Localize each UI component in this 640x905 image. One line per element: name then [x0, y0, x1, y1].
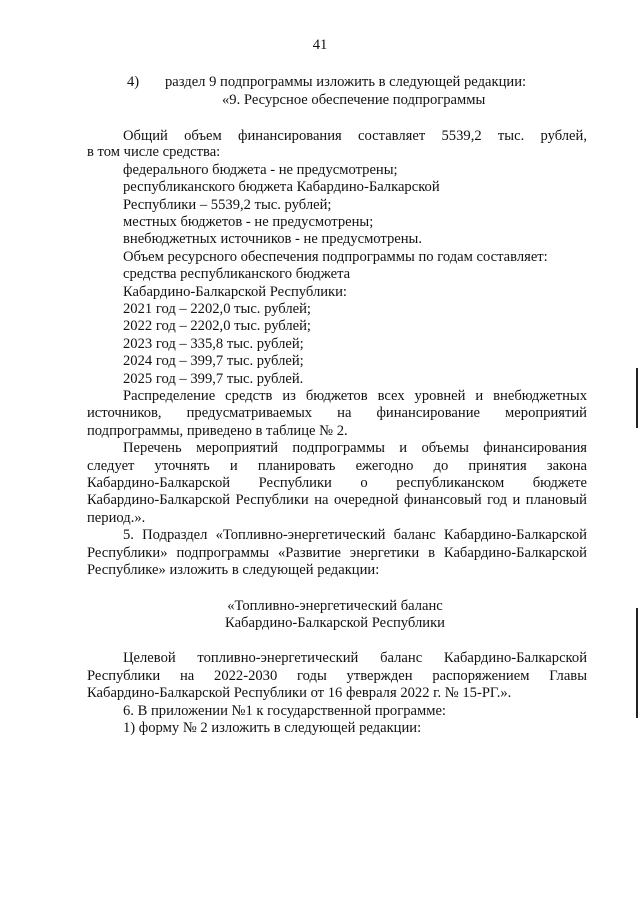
- paragraph-line: Республики» подпрограммы «Развитие энергетики в Кабардино-Балкарской: [87, 545, 587, 561]
- subsection-heading: «Топливно-энергетический баланс: [227, 598, 443, 614]
- year-line: 2024 год – 399,7 тыс. рублей;: [123, 353, 304, 369]
- paragraph-line: Кабардино-Балкарской Республики:: [123, 284, 347, 300]
- paragraph-line: Республике» изложить в следующей редакции:: [87, 562, 380, 578]
- year-line: 2021 год – 2202,0 тыс. рублей;: [123, 301, 311, 317]
- paragraph-line: 5. Подраздел «Топливно-энергетический баланс Кабардино-Балкарской: [123, 527, 587, 543]
- paragraph-line: подпрограммы, приведено в таблице № 2.: [87, 423, 348, 439]
- year-line: 2023 год – 335,8 тыс. рублей;: [123, 336, 304, 352]
- paragraph-line: Объем ресурсного обеспечения подпрограммы по годам составляет:: [123, 249, 548, 265]
- paragraph-line: период.».: [87, 510, 146, 526]
- year-line: 2022 год – 2202,0 тыс. рублей;: [123, 318, 311, 334]
- year-line: 2025 год – 399,7 тыс. рублей.: [123, 371, 304, 387]
- paragraph-line: внебюджетных источников - не предусмотрены.: [123, 231, 422, 247]
- paragraph-line: Республики – 5539,2 тыс. рублей;: [123, 197, 332, 213]
- paragraph-line: 6. В приложении №1 к государственной программе:: [123, 703, 446, 719]
- paragraph-line: Распределение средств из бюджетов всех уровней и внебюджетных: [123, 388, 587, 404]
- section-title: «9. Ресурсное обеспечение подпрограммы: [222, 92, 486, 108]
- paragraph-line: Перечень мероприятий подпрограммы и объемы финансирования: [123, 440, 587, 456]
- paragraph-line: Общий объем финансирования составляет 5539,2 тыс. рублей,: [123, 128, 587, 144]
- paragraph-line: Кабардино-Балкарской Республики от 16 февраля 2022 г. № 15-РГ.».: [87, 685, 512, 701]
- paragraph-line: федерального бюджета - не предусмотрены;: [123, 162, 398, 178]
- paragraph-line: Целевой топливно-энергетический баланс Кабардино-Балкарской: [123, 650, 587, 666]
- paragraph-line: республиканского бюджета Кабардино-Балкарской: [123, 179, 440, 195]
- scan-edge-mark: [636, 368, 638, 428]
- scan-edge-mark: [636, 608, 638, 718]
- subsection-heading: Кабардино-Балкарской Республики: [225, 615, 445, 631]
- page-number: 41: [312, 37, 328, 53]
- paragraph-line: местных бюджетов - не предусмотрены;: [123, 214, 374, 230]
- paragraph-line: Кабардино-Балкарской Республики на очередной финансовый год и плановый: [87, 492, 587, 508]
- paragraph-line: следует уточнять и планировать ежегодно до принятия закона: [87, 458, 587, 474]
- paragraph-line: в том числе средства:: [87, 144, 221, 160]
- paragraph-line: 1) форму № 2 изложить в следующей редакции:: [123, 720, 422, 736]
- paragraph-line: источников, предусматриваемых на финансирование мероприятий: [87, 405, 587, 421]
- item-number: 4): [127, 74, 140, 90]
- paragraph-line: средства республиканского бюджета: [123, 266, 351, 282]
- item4-text: раздел 9 подпрограммы изложить в следующей редакции:: [165, 74, 527, 90]
- paragraph-line: Кабардино-Балкарской Республики о республиканском бюджете: [87, 475, 587, 491]
- paragraph-line: Республики на 2022-2030 годы утвержден распоряжением Главы: [87, 668, 587, 684]
